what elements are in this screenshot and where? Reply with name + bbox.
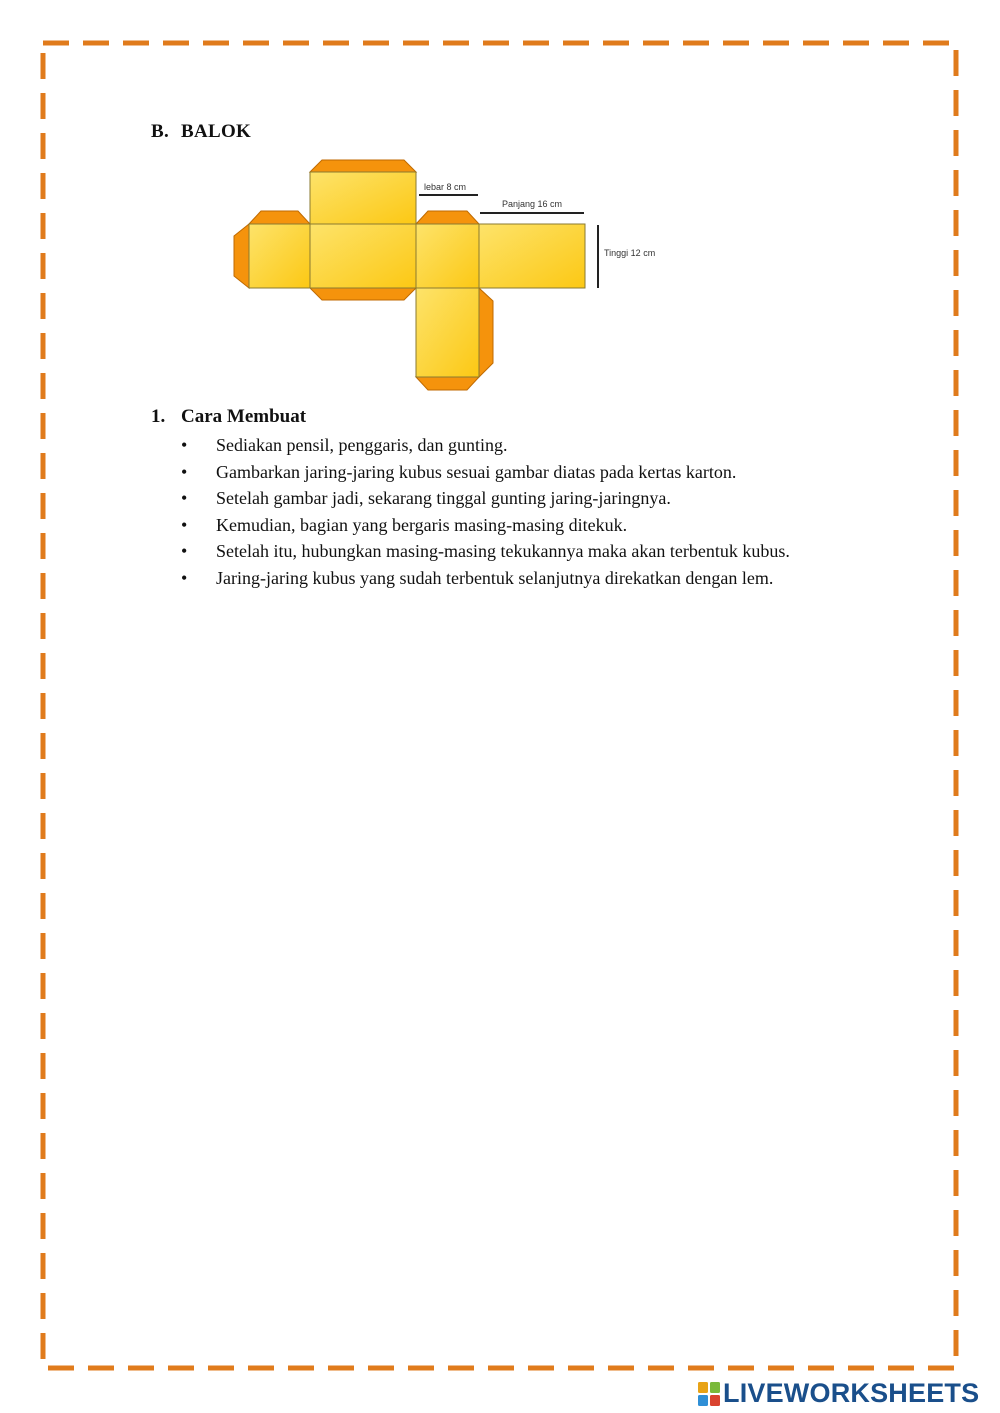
brand-text: LIVEWORKSHEETS	[723, 1378, 980, 1408]
steps-list	[181, 432, 790, 592]
flap-top-bottom	[310, 288, 416, 300]
bullet: •	[181, 435, 188, 455]
step-text: Setelah itu, hubungkan masing-masing tekukannya maka akan terbentuk kubus.	[216, 541, 790, 562]
face-bottom	[416, 288, 479, 377]
step-text: Jaring-jaring kubus yang sudah terbentuk selanjutnya direkatkan dengan lem.	[216, 567, 774, 588]
steps-number: 1.	[151, 406, 166, 427]
section-heading	[151, 121, 251, 143]
face-top	[310, 172, 416, 224]
face-back	[479, 224, 585, 288]
list-item	[181, 432, 790, 459]
flap-left-side	[234, 224, 249, 288]
flap-bottom-bottom	[416, 377, 479, 390]
flap-top-top	[310, 160, 416, 172]
width-label: lebar 8 cm	[424, 182, 467, 192]
cuboid-net-diagram	[228, 155, 668, 395]
step-text: Gambarkan jaring-jaring kubus sesuai gambar diatas pada kertas karton.	[216, 461, 737, 482]
flap-bottom-right	[479, 288, 493, 377]
list-item	[181, 538, 790, 565]
face-front	[310, 224, 416, 288]
flap-middle-top	[416, 211, 479, 224]
list-item	[181, 459, 790, 486]
liveworksheets-brand[interactable]	[698, 1378, 979, 1409]
steps-heading	[151, 406, 306, 428]
bullet: •	[181, 567, 188, 588]
liveworksheets-logo-icon	[698, 1382, 720, 1406]
face-right	[416, 224, 479, 288]
list-item	[181, 565, 790, 592]
bullet: •	[181, 461, 188, 482]
flap-left-top	[249, 211, 310, 224]
step-text: Kemudian, bagian yang bergaris masing-masing ditekuk.	[216, 514, 628, 535]
bullet: •	[181, 488, 188, 509]
section-number: B.	[151, 121, 170, 142]
step-text: Sediakan pensil, penggaris, dan gunting.	[216, 435, 508, 455]
bullet: •	[181, 541, 188, 562]
length-label: Panjang 16 cm	[502, 199, 563, 209]
bullet: •	[181, 514, 188, 535]
height-label: Tinggi 12 cm	[604, 248, 656, 258]
list-item	[181, 485, 790, 512]
step-text: Setelah gambar jadi, sekarang tinggal gunting jaring-jaringnya.	[216, 488, 671, 509]
list-item	[181, 512, 790, 539]
section-title: BALOK	[181, 121, 252, 142]
face-left	[249, 224, 310, 288]
steps-title: Cara Membuat	[181, 406, 307, 427]
